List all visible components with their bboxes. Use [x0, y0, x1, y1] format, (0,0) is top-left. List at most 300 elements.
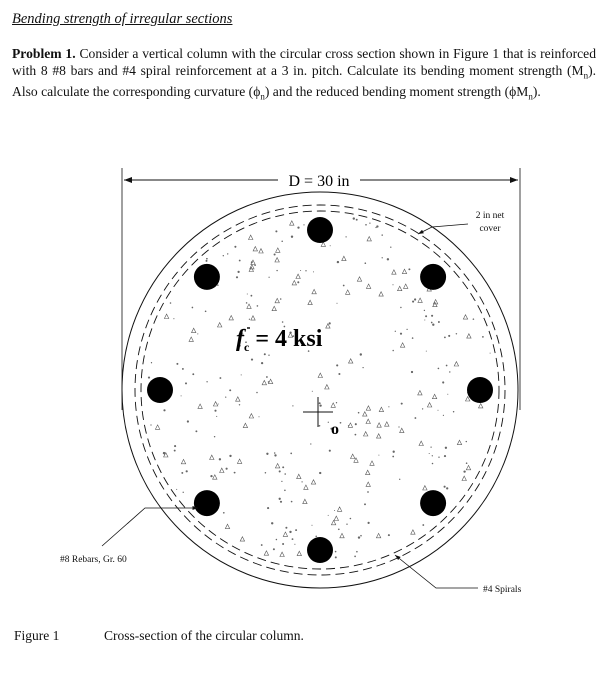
- aggregate-dot: [174, 450, 176, 452]
- aggregate-dot: [258, 416, 259, 417]
- aggregate-triangle: [466, 465, 470, 469]
- aggregate-dot: [227, 253, 228, 254]
- aggregate-triangle: [276, 248, 280, 252]
- aggregate-dot: [315, 536, 317, 538]
- aggregate-dot: [210, 475, 212, 477]
- aggregate-dot: [398, 426, 399, 427]
- aggregate-triangle: [423, 486, 427, 490]
- aggregate-dot: [354, 556, 356, 558]
- aggregate-dot: [362, 367, 363, 368]
- aggregate-triangle: [331, 520, 335, 524]
- aggregate-dot: [274, 452, 276, 454]
- aggregate-dot: [279, 470, 281, 472]
- aggregate-dot: [408, 268, 410, 270]
- aggregate-dot: [336, 303, 337, 304]
- aggregate-triangle: [348, 423, 352, 427]
- aggregate-dot: [338, 528, 340, 530]
- aggregate-dot: [251, 359, 253, 361]
- aggregate-triangle: [379, 292, 383, 296]
- aggregate-dot: [482, 336, 484, 338]
- subscript-n: n: [260, 91, 265, 102]
- spiral-leader: [395, 555, 478, 588]
- aggregate-triangle: [432, 394, 436, 398]
- aggregate-dot: [223, 255, 224, 256]
- aggregate-dot: [261, 544, 263, 546]
- aggregate-dot: [367, 491, 369, 493]
- figure-caption: Cross-section of the circular column.: [104, 628, 304, 643]
- aggregate-dot: [319, 425, 321, 427]
- aggregate-dot: [173, 318, 174, 319]
- aggregate-dot: [447, 394, 448, 395]
- aggregate-dot: [414, 417, 416, 419]
- aggregate-dot: [430, 446, 431, 447]
- aggregate-dot: [431, 315, 433, 317]
- aggregate-dot: [251, 295, 253, 297]
- aggregate-dot: [305, 270, 306, 271]
- aggregate-dot: [300, 270, 301, 271]
- rebar: [420, 264, 446, 290]
- aggregate-dot: [290, 453, 292, 455]
- aggregate-triangle: [385, 422, 389, 426]
- problem-text-5: ).: [532, 83, 541, 99]
- aggregate-triangle: [346, 290, 350, 294]
- aggregate-dot: [335, 556, 337, 558]
- aggregate-triangle: [181, 459, 185, 463]
- aggregate-dot: [256, 392, 258, 394]
- aggregate-triangle: [292, 281, 296, 285]
- aggregate-dot: [328, 515, 329, 516]
- aggregate-dot: [251, 261, 253, 263]
- aggregate-dot: [388, 406, 389, 407]
- aggregate-triangle: [210, 455, 214, 459]
- aggregate-dot: [261, 362, 263, 364]
- aggregate-dot: [422, 524, 424, 526]
- aggregate-triangle: [311, 480, 315, 484]
- aggregate-dot: [337, 261, 339, 263]
- aggregate-dot: [219, 458, 221, 460]
- aggregate-triangle: [259, 249, 263, 253]
- aggregate-triangle: [243, 423, 247, 427]
- fc-value: = 4 ksi: [249, 326, 323, 352]
- aggregate-triangle: [419, 441, 423, 445]
- aggregate-dot: [356, 219, 358, 221]
- aggregate-triangle: [400, 428, 404, 432]
- aggregate-triangle: [392, 270, 396, 274]
- aggregate-dot: [329, 450, 331, 452]
- rebar: [194, 264, 220, 290]
- aggregate-dot: [234, 472, 236, 474]
- aggregate-dot: [303, 224, 304, 225]
- aggregate-dot: [392, 284, 393, 285]
- rebar: [147, 377, 173, 403]
- problem-text-1: Consider a vertical column with the circular cross section shown in Figure 1 that is reinforced with 8 #8 bars and #4 spiral reinforcement at a 3 in. pitch. Calculate its bending moment strength (M: [12, 46, 596, 78]
- aggregate-dot: [281, 240, 283, 242]
- aggregate-dot: [214, 410, 216, 412]
- aggregate-dot: [239, 260, 241, 262]
- aggregate-dot: [330, 245, 331, 246]
- aggregate-dot: [151, 362, 152, 363]
- aggregate-dot: [295, 529, 297, 531]
- aggregate-triangle: [280, 552, 284, 556]
- fc-subscript: c: [244, 340, 250, 354]
- aggregate-dot: [205, 260, 207, 262]
- aggregate-triangle: [303, 499, 307, 503]
- aggregate-dot: [319, 402, 321, 404]
- aggregate-dot: [392, 456, 394, 458]
- aggregate-dot: [390, 247, 391, 248]
- aggregate-dot: [186, 470, 188, 472]
- aggregate-dot: [276, 539, 278, 541]
- aggregate-triangle: [213, 402, 217, 406]
- spiral-outer: [135, 205, 505, 575]
- aggregate-dot: [285, 527, 287, 529]
- aggregate-dot: [237, 271, 239, 273]
- aggregate-dot: [150, 424, 151, 425]
- aggregate-dot: [358, 412, 360, 414]
- aggregate-triangle: [366, 419, 370, 423]
- aggregate-dot: [378, 455, 379, 456]
- aggregate-dot: [429, 453, 430, 454]
- aggregate-dot: [170, 302, 172, 304]
- aggregate-dot: [328, 422, 329, 423]
- aggregate-dot: [453, 411, 454, 412]
- aggregate-triangle: [463, 315, 467, 319]
- aggregate-dot: [229, 389, 231, 391]
- aggregate-dot: [216, 416, 217, 417]
- aggregate-dot: [291, 501, 293, 503]
- aggregate-dot: [343, 285, 345, 287]
- aggregate-dot: [319, 404, 321, 406]
- subscript-n: n: [583, 70, 589, 81]
- aggregate-dot: [249, 319, 250, 320]
- aggregate-dot: [284, 490, 286, 492]
- aggregate-dot: [432, 463, 434, 465]
- aggregate-dot: [490, 353, 491, 354]
- aggregate-dot: [338, 373, 340, 375]
- aggregate-triangle: [249, 235, 253, 239]
- figure-number: Figure 1: [14, 628, 60, 643]
- aggregate-triangle: [366, 406, 370, 410]
- aggregate-dot: [400, 307, 401, 308]
- aggregate-triangle: [377, 434, 381, 438]
- aggregate-triangle: [366, 284, 370, 288]
- aggregate-triangle: [236, 397, 240, 401]
- aggregate-dot: [205, 310, 207, 312]
- rebar: [307, 217, 333, 243]
- aggregate-dot: [312, 391, 313, 392]
- aggregate-dot: [444, 337, 446, 339]
- aggregate-dot: [412, 301, 414, 303]
- aggregate-dot: [473, 318, 475, 320]
- rebar: [420, 490, 446, 516]
- aggregate-dot: [313, 271, 314, 272]
- aggregate-dot: [329, 322, 331, 324]
- aggregate-dot: [241, 374, 242, 375]
- aggregate-dot: [246, 302, 248, 304]
- aggregate-dot: [268, 277, 269, 278]
- aggregate-dot: [395, 331, 396, 332]
- aggregate-triangle: [318, 373, 322, 377]
- aggregate-triangle: [404, 284, 408, 288]
- aggregate-triangle: [272, 306, 276, 310]
- aggregate-triangle: [418, 391, 422, 395]
- aggregate-triangle: [308, 300, 312, 304]
- aggregate-triangle: [377, 423, 381, 427]
- aggregate-dot: [438, 457, 439, 458]
- aggregate-triangle: [349, 359, 353, 363]
- aggregate-triangle: [370, 461, 374, 465]
- aggregate-dot: [218, 403, 219, 404]
- aggregate-triangle: [334, 516, 338, 520]
- aggregate-dot: [388, 534, 390, 536]
- aggregate-triangle: [237, 459, 241, 463]
- aggregate-dot: [192, 307, 194, 309]
- aggregate-triangle: [457, 440, 461, 444]
- aggregate-dot: [446, 365, 448, 367]
- rebar: [307, 537, 333, 563]
- aggregate-dot: [437, 410, 438, 411]
- aggregate-triangle: [251, 316, 255, 320]
- aggregate-dot: [291, 236, 293, 238]
- aggregate-dot: [264, 353, 266, 355]
- aggregate-dot: [275, 230, 277, 232]
- aggregate-dot: [393, 451, 395, 453]
- aggregate-dot: [360, 535, 362, 537]
- aggregate-dot: [274, 253, 276, 255]
- aggregate-triangle: [296, 274, 300, 278]
- aggregate-dot: [181, 472, 183, 474]
- aggregate-dot: [336, 402, 337, 403]
- aggregate-dot: [412, 337, 414, 339]
- aggregate-dot: [356, 551, 358, 553]
- aggregate-dot: [369, 222, 370, 223]
- aggregate-dot: [226, 468, 228, 470]
- aggregate-triangle: [290, 221, 294, 225]
- aggregate-dot: [214, 436, 215, 437]
- aggregate-dot: [268, 355, 269, 356]
- aggregate-dot: [197, 333, 198, 334]
- aggregate-triangle: [220, 468, 224, 472]
- aggregate-dot: [289, 531, 291, 533]
- aggregate-triangle: [264, 551, 268, 555]
- aggregate-dot: [239, 404, 240, 405]
- aggregate-dot: [401, 403, 403, 405]
- aggregate-triangle: [337, 507, 341, 511]
- aggregate-triangle: [467, 334, 471, 338]
- aggregate-dot: [466, 462, 468, 464]
- aggregate-dot: [375, 227, 376, 228]
- aggregate-dot: [310, 443, 311, 444]
- aggregate-triangle: [376, 533, 380, 537]
- aggregate-triangle: [379, 407, 383, 411]
- aggregate-triangle: [275, 298, 279, 302]
- aggregate-triangle: [411, 530, 415, 534]
- aggregate-dot: [334, 510, 335, 511]
- aggregate-dot: [319, 472, 321, 474]
- cover-leader: [418, 224, 468, 234]
- spiral-label: #4 Spirals: [483, 585, 522, 595]
- aggregate-dot: [266, 453, 268, 455]
- aggregate-triangle: [400, 343, 404, 347]
- aggregate-triangle: [364, 432, 368, 436]
- aggregate-dot: [355, 434, 357, 436]
- aggregate-dot: [353, 217, 355, 219]
- aggregate-dot: [185, 382, 187, 384]
- aggregate-triangle: [249, 267, 253, 271]
- aggregate-triangle: [398, 286, 402, 290]
- aggregate-dot: [444, 455, 446, 457]
- aggregate-dot: [456, 333, 457, 334]
- aggregate-dot: [411, 371, 413, 373]
- subscript-n: n: [528, 91, 533, 102]
- aggregate-dot: [195, 430, 197, 432]
- phi-symbol: ϕ: [509, 83, 517, 99]
- aggregate-dot: [267, 507, 269, 509]
- aggregate-dot: [223, 512, 225, 514]
- aggregate-triangle: [268, 379, 272, 383]
- aggregate-dot: [463, 470, 465, 472]
- aggregate-triangle: [283, 532, 287, 536]
- problem-text-2: ). Also calculate the corresponding curvature (: [12, 62, 596, 99]
- aggregate-dot: [284, 473, 286, 475]
- aggregate-dot: [442, 381, 444, 383]
- aggregate-dot: [148, 377, 150, 379]
- aggregate-dot: [406, 329, 407, 330]
- aggregate-dot: [281, 481, 282, 482]
- aggregate-triangle: [262, 380, 266, 384]
- aggregate-dot: [368, 522, 370, 524]
- aggregate-dot: [174, 445, 176, 447]
- aggregate-dot: [274, 454, 276, 456]
- aggregate-dot: [422, 408, 423, 409]
- aggregate-dot: [276, 270, 277, 271]
- aggregate-triangle: [433, 302, 437, 306]
- aggregate-dot: [340, 422, 342, 424]
- aggregate-dot: [443, 415, 444, 416]
- problem-text-4: M: [516, 83, 529, 99]
- aggregate-dot: [292, 405, 293, 406]
- origin-label: o: [331, 421, 339, 438]
- aggregate-triangle: [402, 269, 406, 273]
- aggregate-dot: [182, 368, 184, 370]
- cover-label-line2: cover: [479, 224, 501, 234]
- aggregate-dot: [350, 518, 352, 520]
- phi-symbol: ϕ: [253, 83, 261, 99]
- aggregate-dot: [425, 315, 427, 317]
- aggregate-dot: [229, 455, 231, 457]
- aggregate-dot: [466, 441, 467, 442]
- aggregate-dot: [292, 538, 294, 540]
- aggregate-dot: [280, 501, 282, 503]
- aggregate-dot: [219, 377, 221, 379]
- aggregate-dot: [431, 322, 433, 324]
- aggregate-triangle: [342, 256, 346, 260]
- aggregate-dot: [265, 472, 267, 474]
- aggregate-dot: [236, 276, 238, 278]
- aggregate-dot: [294, 544, 295, 545]
- aggregate-dot: [424, 310, 425, 311]
- aggregate-dot: [192, 373, 194, 375]
- aggregate-triangle: [249, 414, 253, 418]
- aggregate-dot: [279, 498, 281, 500]
- aggregate-triangle: [198, 404, 202, 408]
- problem-text-3: ) and the reduced bending moment strength (: [264, 83, 510, 99]
- aggregate-triangle: [340, 533, 344, 537]
- aggregate-dot: [432, 455, 433, 456]
- aggregate-triangle: [164, 314, 168, 318]
- aggregate-triangle: [253, 247, 257, 251]
- aggregate-triangle: [247, 304, 251, 308]
- aggregate-dot: [414, 298, 416, 300]
- aggregate-triangle: [213, 475, 217, 479]
- aggregate-dot: [365, 262, 367, 264]
- aggregate-dot: [206, 381, 207, 382]
- aggregate-triangle: [454, 362, 458, 366]
- aggregate-triangle: [351, 454, 355, 458]
- rebar: [194, 490, 220, 516]
- aggregate-dot: [382, 257, 383, 258]
- aggregate-dot: [424, 319, 425, 320]
- aggregate-triangle: [331, 403, 335, 407]
- section-heading: Bending strength of irregular sections: [12, 11, 233, 27]
- aggregate-dot: [392, 350, 394, 352]
- aggregate-dot: [399, 479, 400, 480]
- aggregate-triangle: [462, 476, 466, 480]
- aggregate-dot: [449, 371, 450, 372]
- aggregate-triangle: [192, 328, 196, 332]
- aggregate-dot: [282, 543, 284, 545]
- aggregate-dot: [247, 293, 248, 294]
- aggregate-dot: [254, 264, 256, 266]
- aggregate-dot: [448, 335, 450, 337]
- aggregate-dot: [381, 234, 382, 235]
- aggregate-triangle: [297, 474, 301, 478]
- aggregate-dot: [346, 524, 347, 525]
- aggregate-triangle: [155, 425, 159, 429]
- aggregate-dot: [257, 305, 259, 307]
- spiral-inner: [141, 211, 499, 569]
- aggregate-dot: [164, 454, 165, 455]
- aggregate-triangle: [367, 237, 371, 241]
- cover-label-line1: 2 in net: [475, 211, 505, 221]
- aggregate-dot: [438, 321, 440, 323]
- aggregate-dot: [335, 551, 337, 553]
- aggregate-triangle: [363, 412, 367, 416]
- aggregate-dot: [364, 503, 366, 505]
- aggregate-triangle: [427, 403, 431, 407]
- aggregate-dot: [206, 258, 208, 260]
- aggregate-dot: [358, 536, 360, 538]
- aggregate-dot: [444, 486, 446, 488]
- aggregate-dot: [438, 368, 440, 370]
- aggregate-triangle: [325, 385, 329, 389]
- aggregate-dot: [176, 489, 177, 490]
- aggregate-dot: [345, 236, 346, 237]
- aggregate-dot: [432, 324, 434, 326]
- aggregate-dot: [225, 396, 226, 397]
- aggregate-dot: [426, 351, 427, 352]
- aggregate-dot: [360, 353, 362, 355]
- aggregate-dot: [387, 258, 389, 260]
- aggregate-triangle: [275, 258, 279, 262]
- fc-f: f: [236, 326, 244, 352]
- aggregate-triangle: [240, 537, 244, 541]
- aggregate-triangle: [418, 298, 422, 302]
- aggregate-triangle: [225, 524, 229, 528]
- aggregate-dot: [234, 246, 236, 248]
- aggregate-triangle: [479, 404, 483, 408]
- rebar-group: [147, 217, 493, 563]
